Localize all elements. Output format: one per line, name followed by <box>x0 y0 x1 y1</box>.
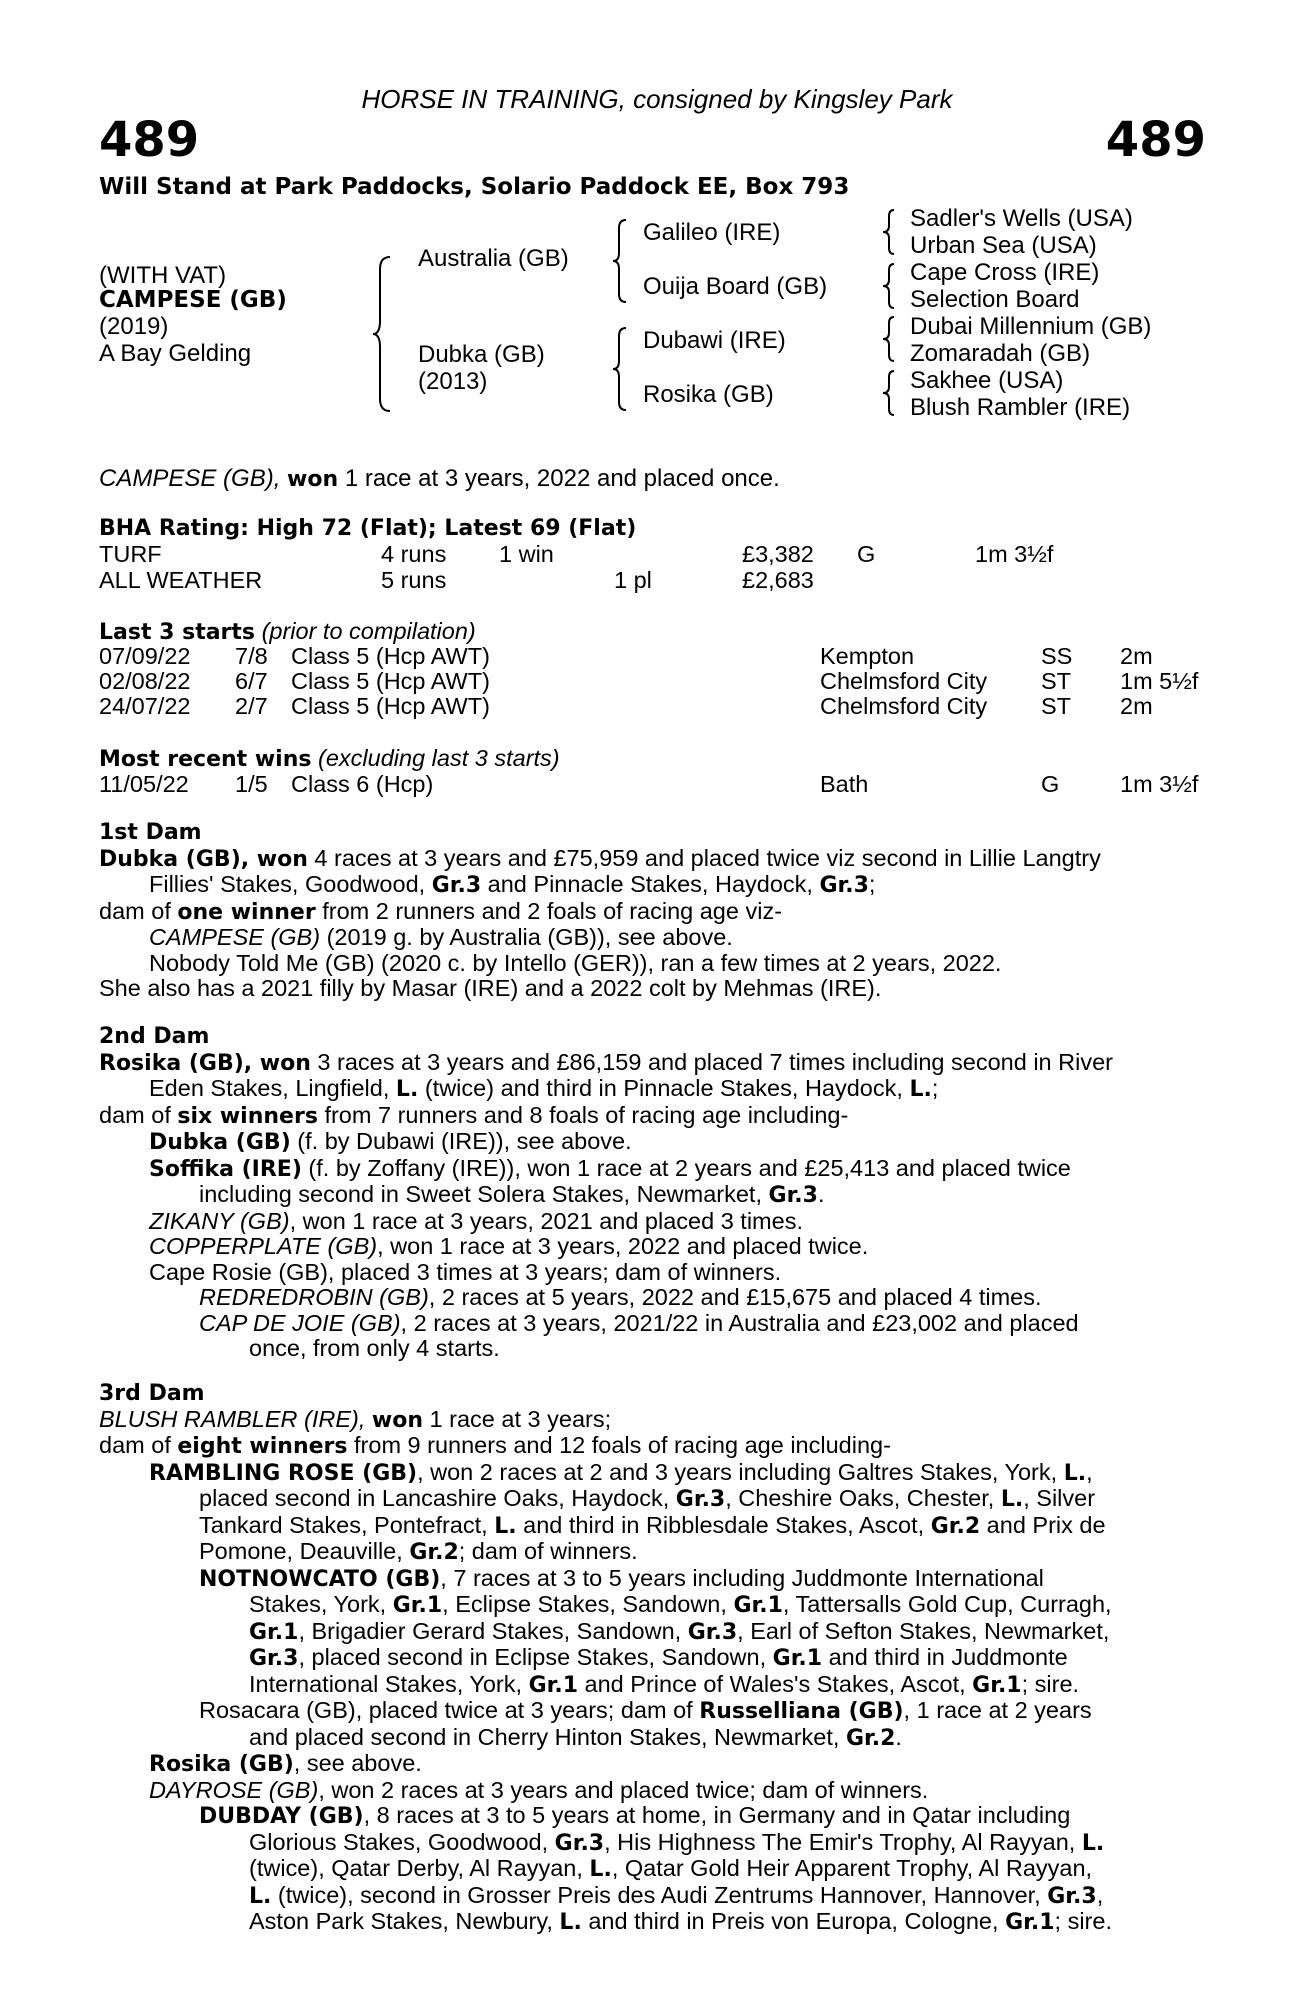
last3-date-2: 24/07/22 <box>99 693 191 719</box>
text-run: from 9 runners and 12 foals of racing age including- <box>347 1432 891 1458</box>
text-run: DUBDAY (GB) <box>199 1804 364 1829</box>
text-run: ; <box>931 1075 939 1101</box>
second-dam-line-4 <box>99 1129 1204 1156</box>
last3-going-1: ST <box>1041 668 1072 694</box>
last3-pos-0: 7/8 <box>235 643 268 669</box>
pedigree-brace-dam <box>612 326 630 412</box>
text-run: , Tattersalls Gold Cup, Curragh, <box>782 1591 1112 1617</box>
text-run: and Prince of Wales's Stakes, Ascot, <box>578 1670 973 1697</box>
pedigree-sdd: Selection Board <box>910 286 1080 313</box>
horse-name: CAMPESE (GB) <box>99 287 287 313</box>
text-run: L. <box>589 1857 612 1882</box>
aw-placed: 1 pl <box>614 567 652 593</box>
text-run: DAYROSE (GB) <box>149 1776 319 1803</box>
pedigree-ds: Dubawi (IRE) <box>643 327 786 354</box>
turf-prize: £3,382 <box>742 541 814 567</box>
text-run: L. <box>909 1077 932 1102</box>
text-run: Rosika (GB) <box>149 1752 294 1777</box>
recent-course-0: Bath <box>820 771 869 797</box>
text-run: Gr.1 <box>772 1646 823 1671</box>
text-run: six winners <box>177 1103 318 1129</box>
pedigree-brace-main <box>372 255 394 413</box>
rambling-rose-line-2 <box>99 1486 1204 1513</box>
summary-name: CAMPESE (GB), <box>99 465 281 492</box>
text-run: REDREDROBIN (GB) <box>199 1284 429 1310</box>
text-run: 3 races at 3 years and £86,159 and placed 7 times including second in River <box>310 1048 1113 1075</box>
pedigree-dss: Dubai Millennium (GB) <box>910 313 1152 340</box>
summary-rest: 1 race at 3 years, 2022 and placed once. <box>344 465 780 492</box>
third-dam-section <box>99 1381 1204 1936</box>
rosacara-line-1 <box>99 1698 1204 1725</box>
recent-pos-0: 1/5 <box>235 771 268 797</box>
text-run: Gr.1 <box>733 1593 783 1618</box>
text-run: from 7 runners and 8 foals of racing age including- <box>317 1101 849 1128</box>
turf-runs: 4 runs <box>381 541 447 567</box>
text-run: Stakes, York, <box>249 1591 393 1617</box>
text-run: . <box>817 1181 825 1207</box>
last3-pos-2: 2/7 <box>235 693 268 719</box>
first-dam-section <box>99 820 1204 1002</box>
bha-rating: BHA Rating: High 72 (Flat); Latest 69 (Flat) <box>99 516 637 541</box>
aw-prize: £2,683 <box>742 567 814 593</box>
turf-distance: 1m 3½f <box>975 541 1054 567</box>
text-run: , <box>1086 1458 1093 1485</box>
text-run: COPPERPLATE (GB) <box>149 1233 378 1259</box>
notnowcato-line-1 <box>99 1566 1204 1593</box>
last3-date-1: 02/08/22 <box>99 668 191 694</box>
second-dam-line-6 <box>99 1182 1204 1209</box>
text-run: International Stakes, York, <box>249 1670 529 1697</box>
text-run: , 7 races at 3 to 5 years including Juddmonte International <box>440 1564 1044 1591</box>
pedigree-sire: Australia (GB) <box>418 245 569 272</box>
first-dam-name: Dubka (GB), <box>99 846 257 872</box>
dubday-line-1 <box>99 1803 1204 1830</box>
text-run: L. <box>559 1910 582 1935</box>
text-run: Gr.3 <box>675 1487 726 1512</box>
recent-dist-0: 1m 3½f <box>1120 771 1199 797</box>
recent-title: Most recent wins <box>99 747 312 772</box>
text-run: Gr.2 <box>409 1540 459 1565</box>
pedigree-dam-year: (2013) <box>418 368 488 395</box>
text-run: ; <box>868 871 876 897</box>
text-run: Aston Park Stakes, Newbury, <box>249 1908 560 1934</box>
rosika-line <box>99 1751 1204 1778</box>
text-run: Dubka (GB) <box>149 1130 291 1155</box>
pedigree-dsd: Zomaradah (GB) <box>910 340 1091 367</box>
first-dam-line-1 <box>99 846 1204 873</box>
text-run: one winner <box>177 899 316 925</box>
text-run: , won 2 races at 3 years and placed twice; dam of winners. <box>318 1776 929 1803</box>
text-run: , <box>1096 1881 1104 1908</box>
text-run: CAMPESE (GB) <box>149 924 321 950</box>
text-run: , 1 race at 2 years <box>903 1697 1092 1723</box>
text-run: won <box>371 1407 424 1433</box>
turf-wins: 1 win <box>499 541 554 567</box>
text-run: , Qatar Gold Heir Apparent Trophy, Al Rayyan, <box>611 1855 1093 1881</box>
text-run: (f. by Dubawi (IRE)), see above. <box>290 1128 632 1154</box>
text-run: Gr.1 <box>392 1593 443 1618</box>
dubday-line-3 <box>99 1856 1204 1883</box>
last3-class-1: Class 5 (Hcp AWT) <box>291 668 490 694</box>
text-run: L. <box>494 1513 517 1539</box>
text-run: L. <box>1000 1487 1024 1512</box>
first-dam-line-4 <box>99 925 1204 951</box>
text-run: dam of <box>99 897 178 924</box>
pedigree-sd: Ouija Board (GB) <box>643 273 828 300</box>
pedigree-brace-3 <box>882 315 898 363</box>
text-run: ; sire. <box>1021 1670 1080 1697</box>
pedigree-dam: Dubka (GB) <box>418 341 545 368</box>
text-run: L. <box>1081 1830 1105 1856</box>
text-run: (twice), second in Grosser Preis des Audi Zentrums Hannover, Hannover, <box>271 1881 1048 1908</box>
text-run: L. <box>1063 1460 1087 1486</box>
text-run: Gr.2 <box>845 1725 896 1751</box>
last3-class-2: Class 5 (Hcp AWT) <box>291 693 490 719</box>
text-run: (2019 g. by Australia (GB)), see above. <box>320 924 733 950</box>
text-run: , Brigadier Gerard Stakes, Sandown, <box>298 1617 688 1644</box>
rambling-rose-line-1 <box>99 1460 1204 1487</box>
text-run: Rosika (GB), <box>99 1050 260 1076</box>
text-run: , Silver <box>1023 1485 1096 1511</box>
third-dam-heading: 3rd Dam <box>99 1381 205 1406</box>
first-dam-line-5: Nobody Told Me (GB) (2020 c. by Intello (GER)), ran a few times at 2 years, 2022. <box>149 949 1002 976</box>
text-run: . <box>895 1723 902 1750</box>
last3-class-0: Class 5 (Hcp AWT) <box>291 643 490 669</box>
pedigree-dd: Rosika (GB) <box>643 381 774 408</box>
last3-course-1: Chelmsford City <box>820 668 988 694</box>
first-dam-text: 4 races at 3 years and £75,959 and placed twice viz second in Lillie Langtry <box>307 844 1101 871</box>
second-dam-line-2 <box>99 1076 1204 1103</box>
text-run: Tankard Stakes, Pontefract, <box>199 1511 495 1538</box>
second-dam-line-5 <box>99 1156 1204 1183</box>
text-run: , placed second in Eclipse Stakes, Sandown, <box>298 1644 773 1670</box>
text-run: , 2 races at 3 years, 2021/22 in Australia and £23,002 and placed <box>400 1309 1079 1336</box>
turf-label: TURF <box>99 541 162 567</box>
pedigree-ddd: Blush Rambler (IRE) <box>910 394 1131 421</box>
text-run: Gr.3 <box>554 1830 605 1856</box>
text-run: Gr.3 <box>249 1646 299 1671</box>
text-run: , His Highness The Emir's Trophy, Al Rayyan, <box>604 1828 1082 1855</box>
first-dam-line-6: She also has a 2021 filly by Masar (IRE) and a 2022 colt by Mehmas (IRE). <box>99 975 882 1001</box>
text-run: Eden Stakes, Lingfield, <box>149 1075 396 1101</box>
text-run: including second in Sweet Solera Stakes, Newmarket, <box>199 1181 769 1207</box>
second-dam-line-8 <box>99 1234 1204 1260</box>
lot-number-right: 489 <box>1105 112 1206 168</box>
last3-dist-2: 2m <box>1120 693 1153 719</box>
pedigree-sds: Cape Cross (IRE) <box>910 259 1100 286</box>
first-dam-won: won <box>256 846 308 872</box>
text-run: Gr.1 <box>972 1672 1022 1698</box>
dubday-line-2 <box>99 1830 1204 1857</box>
pedigree-brace-1 <box>882 208 898 256</box>
text-run: Gr.3 <box>819 873 869 898</box>
horse-description: A Bay Gelding <box>99 340 252 367</box>
second-dam-line-3 <box>99 1103 1204 1130</box>
text-run: and placed second in Cherry Hinton Stakes, Newmarket, <box>249 1723 846 1750</box>
text-run: eight winners <box>177 1434 348 1459</box>
text-run: and Pinnacle Stakes, Haydock, <box>481 871 820 897</box>
text-run: , won 2 races at 2 and 3 years including Galtres Stakes, York, <box>417 1458 1064 1485</box>
recent-heading <box>99 745 560 772</box>
lot-number-left: 489 <box>99 112 200 168</box>
text-run: ; sire. <box>1054 1908 1112 1934</box>
rambling-rose-line-4 <box>99 1539 1204 1566</box>
recent-class-0: Class 6 (Hcp) <box>291 771 434 797</box>
text-run: (twice), Qatar Derby, Al Rayyan, <box>249 1855 590 1881</box>
text-run: , won 1 race at 3 years, 2022 and placed twice. <box>377 1233 869 1259</box>
turf-going: G <box>857 541 876 567</box>
dubday-line-4 <box>99 1883 1204 1910</box>
second-dam-line-12: once, from only 4 starts. <box>249 1335 500 1361</box>
text-run: Gr.1 <box>249 1619 299 1645</box>
pedigree-brace-2 <box>882 262 898 310</box>
last3-dist-1: 1m 5½f <box>1120 668 1199 694</box>
notnowcato-line-5 <box>99 1672 1204 1699</box>
third-dam-line-2 <box>99 1433 1204 1460</box>
last3-pos-1: 6/7 <box>235 668 268 694</box>
last3-date-0: 07/09/22 <box>99 643 191 669</box>
horse-year: (2019) <box>99 313 169 340</box>
pedigree-ssd: Urban Sea (USA) <box>910 232 1097 259</box>
second-dam-line-1 <box>99 1050 1204 1077</box>
pedigree-brace-4 <box>882 369 898 417</box>
second-dam-section <box>99 1024 1204 1362</box>
last3-title: Last 3 starts <box>99 620 256 645</box>
text-run: and Prix de <box>980 1511 1106 1538</box>
text-run: NOTNOWCATO (GB) <box>199 1566 441 1592</box>
text-run: ; dam of winners. <box>458 1538 638 1564</box>
text-run: placed second in Lancashire Oaks, Haydock, <box>199 1485 676 1511</box>
pedigree-sss: Sadler's Wells (USA) <box>910 205 1133 232</box>
second-dam-heading: 2nd Dam <box>99 1024 210 1049</box>
text-run: Gr.2 <box>930 1513 981 1539</box>
first-dam-line-3 <box>99 899 1204 926</box>
text-run: Rosacara (GB), placed twice at 3 years; dam of <box>199 1697 700 1723</box>
text-run: , Earl of Sefton Stakes, Newmarket, <box>737 1617 1110 1644</box>
notnowcato-line-2 <box>99 1592 1204 1619</box>
dubday-line-5 <box>99 1909 1204 1936</box>
recent-sub: (excluding last 3 starts) <box>318 745 560 771</box>
second-dam-line-11 <box>99 1311 1204 1337</box>
pedigree-dds: Sakhee (USA) <box>910 367 1064 394</box>
text-run: BLUSH RAMBLER (IRE), <box>99 1405 372 1432</box>
text-run: , won 1 race at 3 years, 2021 and placed 3 times. <box>289 1207 803 1234</box>
last3-course-0: Kempton <box>820 643 915 669</box>
text-run: Gr.3 <box>768 1183 818 1208</box>
text-run: and third in Juddmonte <box>822 1644 1068 1670</box>
text-run: from 2 runners and 2 foals of racing age viz- <box>315 897 783 924</box>
second-dam-line-10 <box>99 1285 1204 1311</box>
text-run: Gr.1 <box>1005 1910 1055 1935</box>
text-run: Gr.3 <box>687 1619 738 1645</box>
stand-location: Will Stand at Park Paddocks, Solario Paddock EE, Box 793 <box>99 174 850 200</box>
text-run: Russelliana (GB) <box>699 1699 904 1724</box>
text-run: , Cheshire Oaks, Chester, <box>725 1485 1001 1511</box>
last3-course-2: Chelmsford City <box>820 693 988 719</box>
text-run: Pomone, Deauville, <box>199 1538 410 1564</box>
text-run: L. <box>249 1883 272 1909</box>
rosacara-line-2 <box>99 1725 1204 1752</box>
text-run: , Eclipse Stakes, Sandown, <box>442 1591 734 1617</box>
third-dam-line-1 <box>99 1407 1204 1434</box>
text-run: RAMBLING ROSE (GB) <box>149 1460 418 1486</box>
text-run: , 8 races at 3 to 5 years at home, in Germany and in Qatar including <box>363 1802 1071 1828</box>
pedigree-ss: Galileo (IRE) <box>643 219 781 246</box>
text-run: , 2 races at 5 years, 2022 and £15,675 and placed 4 times. <box>428 1284 1042 1310</box>
first-dam-heading: 1st Dam <box>99 820 202 845</box>
text-run: Soffika (IRE) <box>149 1156 302 1182</box>
notnowcato-line-4 <box>99 1645 1204 1672</box>
text-run: (f. by Zoffany (IRE)), won 1 race at 2 years and £25,413 and placed twice <box>301 1154 1071 1181</box>
rambling-rose-line-3 <box>99 1513 1204 1540</box>
summary-won: won <box>287 467 339 492</box>
text-run: Glorious Stakes, Goodwood, <box>249 1828 555 1855</box>
aw-runs: 5 runs <box>381 567 447 593</box>
text-run: L. <box>395 1077 419 1102</box>
consignor-line: HORSE IN TRAINING, consigned by Kingsley Park <box>361 84 953 114</box>
last3-dist-0: 2m <box>1120 643 1153 669</box>
text-run: Gr.3 <box>431 873 482 898</box>
last3-sub: (prior to compilation) <box>261 618 476 644</box>
dayrose-line <box>99 1778 1204 1804</box>
recent-going-0: G <box>1041 771 1060 797</box>
notnowcato-line-3 <box>99 1619 1204 1646</box>
text-run: Fillies' Stakes, Goodwood, <box>149 871 432 897</box>
recent-date-0: 11/05/22 <box>99 771 189 797</box>
text-run: Gr.1 <box>528 1672 579 1698</box>
pedigree-brace-sire <box>612 218 630 304</box>
last3-heading <box>99 618 476 645</box>
first-dam-line-2 <box>99 872 1204 899</box>
text-run: ZIKANY (GB) <box>149 1207 290 1234</box>
text-run: 1 race at 3 years; <box>423 1405 612 1432</box>
race-summary <box>99 465 780 493</box>
text-run: won <box>259 1050 311 1076</box>
second-dam-line-9: Cape Rosie (GB), placed 3 times at 3 years; dam of winners. <box>149 1258 782 1285</box>
text-run: dam of <box>99 1101 178 1128</box>
vat-note: (WITH VAT) <box>99 262 227 289</box>
last3-going-2: ST <box>1041 693 1072 719</box>
text-run: , see above. <box>293 1750 422 1776</box>
text-run: dam of <box>99 1432 178 1458</box>
second-dam-line-7 <box>99 1209 1204 1235</box>
aw-label: ALL WEATHER <box>99 567 263 593</box>
text-run: and third in Ribblesdale Stakes, Ascot, <box>516 1511 931 1538</box>
text-run: and third in Preis von Europa, Cologne, <box>581 1908 1006 1934</box>
last3-going-0: SS <box>1041 643 1073 669</box>
text-run: (twice) and third in Pinnacle Stakes, Haydock, <box>418 1075 910 1101</box>
text-run: Gr.3 <box>1047 1883 1097 1909</box>
text-run: CAP DE JOIE (GB) <box>199 1309 401 1336</box>
